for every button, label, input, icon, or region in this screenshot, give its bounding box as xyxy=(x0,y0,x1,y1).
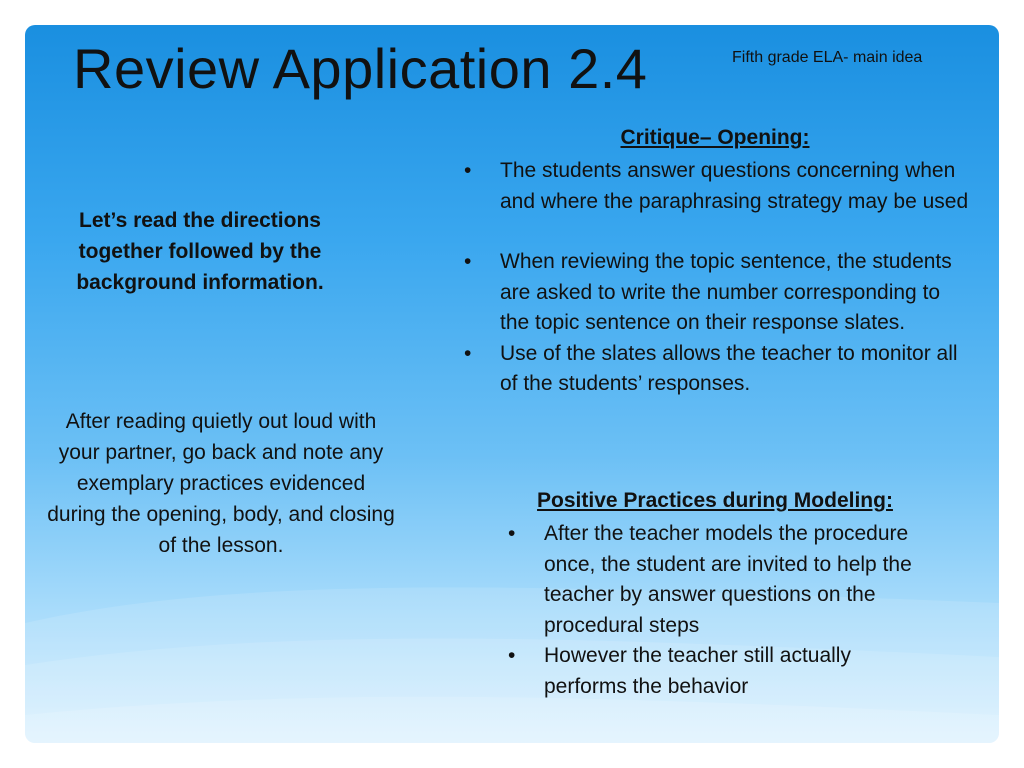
list-item-text: Use of the slates allows the teacher to monitor all of the students’ responses. xyxy=(500,341,958,395)
critique-list xyxy=(464,156,970,400)
list-item xyxy=(508,519,924,641)
critique-heading: Critique– Opening: xyxy=(620,126,810,149)
instructions-text: After reading quietly out loud with your partner, go back and note any exemplary practices evidenced during the opening, body, and closing of the lesson. xyxy=(47,410,395,557)
practices-list xyxy=(508,519,924,702)
bullet-icon: • xyxy=(464,159,472,182)
slide xyxy=(25,25,999,743)
bullet-icon: • xyxy=(508,522,516,545)
slide-title: Review Application 2.4 xyxy=(73,37,648,100)
list-item-text: However the teacher still actually performs the behavior xyxy=(544,644,851,698)
list-item-text: The students answer questions concerning when and where the paraphrasing strategy may be used xyxy=(500,159,969,213)
bullet-icon: • xyxy=(464,341,472,365)
list-item-text: When reviewing the topic sentence, the students are asked to write the number corresponding to the topic sentence on their response slates. xyxy=(500,250,952,334)
practices-heading: Positive Practices during Modeling: xyxy=(537,489,893,512)
list-item xyxy=(464,156,970,217)
slide-subtitle: Fifth grade ELA- main idea xyxy=(732,49,923,66)
intro-text: Let’s read the directions together followed by the background information. xyxy=(76,209,324,294)
list-item-text: After the teacher models the procedure once, the student are invited to help the teacher by answer questions on the procedural steps xyxy=(544,522,912,637)
list-item xyxy=(464,247,970,339)
bullet-icon: • xyxy=(464,250,472,273)
bullet-icon: • xyxy=(508,644,516,667)
list-item xyxy=(464,339,970,400)
list-item xyxy=(508,641,924,702)
